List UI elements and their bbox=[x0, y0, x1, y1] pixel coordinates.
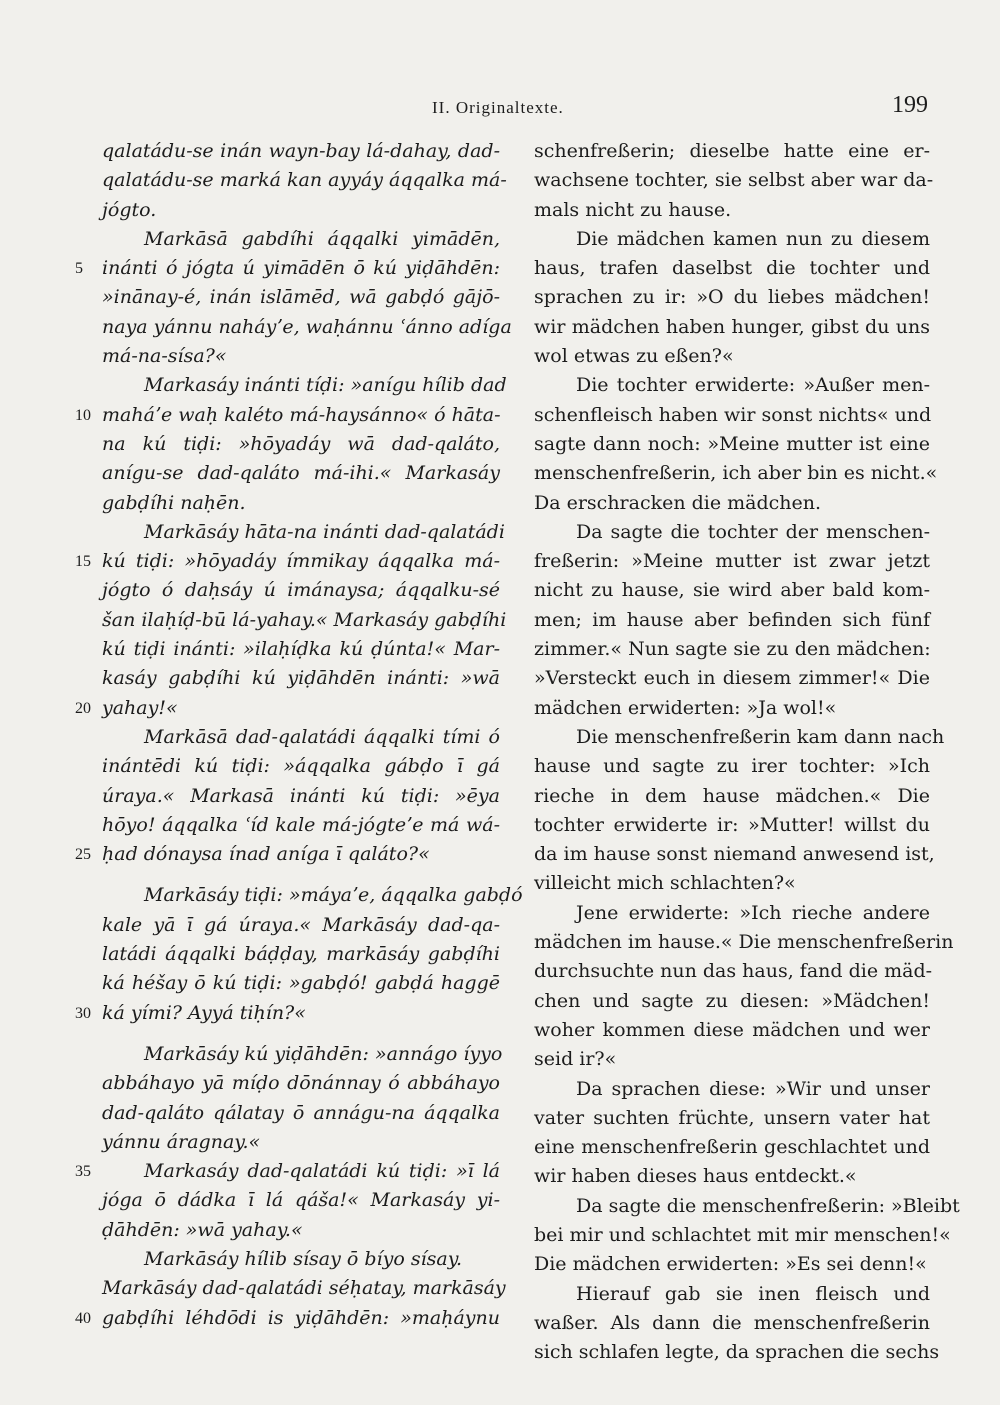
line-text: nicht zu hause, sie wird aber bald kom- bbox=[534, 579, 930, 602]
translation-line bbox=[534, 1338, 940, 1367]
translation-line bbox=[534, 1250, 930, 1279]
line-text: menschenfreßerin, ich aber bin es nicht.« bbox=[534, 462, 938, 485]
text-line bbox=[102, 1128, 500, 1157]
text-line bbox=[102, 137, 500, 166]
line-text: woher kommen diese mädchen und wer bbox=[534, 1018, 930, 1041]
line-text: naya yánnu naháyʼe, waḥánnu ʿánno adíga bbox=[102, 315, 512, 338]
line-text: má-na-sísa?« bbox=[102, 345, 227, 368]
line-text: sprachen zu ir: »O du liebes mädchen! bbox=[534, 286, 930, 309]
text-line bbox=[102, 911, 500, 940]
translation-line bbox=[534, 635, 930, 664]
translation-line bbox=[534, 430, 930, 459]
line-text: Markasáy dad-qalatádi kú tiḍi: »ī lá bbox=[144, 1160, 500, 1183]
line-text: Da sagte die tochter der menschen- bbox=[576, 520, 930, 543]
translation-line bbox=[534, 1045, 930, 1074]
translation-line bbox=[534, 1104, 930, 1133]
text-line bbox=[102, 459, 500, 488]
translation-line bbox=[534, 137, 930, 166]
line-text: jógto ó daḥsáy ú imánaysa; áqqalku-sé bbox=[102, 579, 500, 602]
translation-line bbox=[534, 576, 930, 605]
text-line bbox=[102, 342, 500, 371]
translation-line bbox=[534, 1016, 930, 1045]
text-line bbox=[75, 999, 500, 1028]
text-line bbox=[75, 254, 500, 283]
line-text: seid ir?« bbox=[534, 1048, 617, 1071]
line-text: hōyo! áqqalka ʿíd kale má-jógteʼe má wá- bbox=[102, 813, 500, 836]
text-line bbox=[102, 1216, 500, 1245]
line-text: Markāsáy hāta-na inánti dad-qalatádi bbox=[144, 520, 505, 543]
line-text: wir mädchen haben hunger, gibst du uns bbox=[534, 315, 930, 338]
line-text: qalatádu-se inán wayn-bay lá-dahay, dad- bbox=[102, 140, 500, 162]
translation-line bbox=[534, 1162, 930, 1191]
text-line bbox=[102, 1099, 500, 1128]
text-line bbox=[75, 547, 500, 576]
line-text: Hierauf gab sie inen fleisch und bbox=[576, 1282, 930, 1305]
translation-line bbox=[534, 1280, 930, 1309]
translation-line bbox=[534, 1075, 930, 1104]
text-line bbox=[102, 1186, 500, 1215]
line-text: freßerin: »Meine mutter ist zwar jetzt bbox=[534, 550, 930, 573]
translation-line bbox=[534, 459, 938, 488]
line-text: Jene erwiderte: »Ich rieche andere bbox=[576, 901, 930, 924]
line-text: Markāsā dad-qalatádi áqqalki tími ó bbox=[144, 725, 500, 748]
text-line bbox=[75, 401, 501, 430]
text-line bbox=[102, 576, 500, 605]
text-line bbox=[75, 840, 500, 869]
line-text: Markasáy inánti tíḍi: »anígu hílib dad bbox=[144, 374, 507, 397]
translation-line bbox=[534, 225, 930, 254]
translation-line bbox=[534, 547, 930, 576]
text-line bbox=[102, 489, 500, 518]
text-line bbox=[102, 196, 500, 225]
line-text: rieche in dem hause mädchen.« Die bbox=[534, 784, 930, 807]
line-text: Markāsā gabdíhi áqqalki yimādēn, bbox=[144, 227, 500, 250]
line-text: Markāsáy tiḍi: »máyaʼe, áqqalka gabḍó bbox=[144, 884, 523, 907]
translation-line bbox=[534, 518, 930, 547]
translation-line bbox=[534, 371, 930, 400]
line-text: Da sagte die menschenfreßerin: »Bleibt bbox=[576, 1194, 960, 1217]
line-number: 20 bbox=[75, 699, 91, 717]
text-line bbox=[102, 283, 500, 312]
page-number: 199 bbox=[892, 92, 928, 118]
german-translation-column bbox=[534, 137, 960, 1367]
text-line bbox=[102, 782, 500, 811]
line-text: mädchen im hause.« Die menschenfreßerin bbox=[534, 931, 954, 954]
translation-line bbox=[534, 752, 930, 781]
translation-line bbox=[534, 254, 930, 283]
line-text: wir haben dieses haus entdeckt.« bbox=[534, 1165, 857, 1188]
line-text: schenfleisch haben wir sonst nichts« und bbox=[534, 403, 932, 426]
line-text: zimmer.« Nun sagte sie zu den mädchen: bbox=[534, 638, 931, 661]
line-text: durchsuchte nun das haus, fand die mäd- bbox=[534, 960, 933, 983]
line-text: jóga ō dádka ī lá qáša!« Markasáy yi- bbox=[102, 1189, 500, 1212]
line-text: yahay!« bbox=[102, 696, 178, 719]
line-text: chen und sagte zu diesen: »Mädchen! bbox=[534, 989, 930, 1012]
line-number: 30 bbox=[75, 1004, 91, 1022]
line-text: anígu-se dad-qaláto má-ihi.« Markasáy bbox=[102, 462, 500, 485]
line-text: Markāsáy kú yiḍāhdēn: »annágo íyyo bbox=[144, 1042, 503, 1065]
translation-line bbox=[534, 840, 935, 869]
translation-line bbox=[534, 313, 930, 342]
translation-line bbox=[534, 987, 930, 1016]
line-text: da im hause sonst niemand anwesend ist, bbox=[534, 843, 935, 866]
line-text: qalatádu-se marká kan ayyáy áqqalka má- bbox=[102, 169, 507, 192]
line-text: villeicht mich schlachten?« bbox=[534, 872, 796, 895]
line-text: maháʼe waḥ kaléto má-haysánno« ó hāta- bbox=[102, 403, 501, 426]
line-text: inánti ó jógta ú yimādēn ō kú yiḍāhdēn: bbox=[102, 257, 500, 280]
translation-line bbox=[534, 928, 954, 957]
translation-line bbox=[534, 401, 930, 430]
text-line bbox=[102, 940, 500, 969]
translation-line bbox=[534, 664, 930, 693]
running-head: II. Originaltexte. bbox=[432, 98, 564, 117]
paragraph-gap bbox=[102, 869, 500, 881]
translation-line bbox=[534, 694, 930, 723]
translation-line bbox=[534, 1133, 930, 1162]
line-number: 40 bbox=[75, 1309, 91, 1327]
text-line bbox=[102, 881, 523, 910]
line-number: 35 bbox=[75, 1163, 91, 1181]
text-line bbox=[102, 225, 500, 254]
text-line bbox=[102, 1274, 506, 1303]
line-text: bei mir und schlachtet mit mir menschen!« bbox=[534, 1223, 951, 1246]
text-line bbox=[75, 694, 500, 723]
translation-line bbox=[534, 899, 930, 928]
translation-line bbox=[534, 489, 930, 518]
paragraph-gap bbox=[102, 1028, 500, 1040]
translation-line bbox=[534, 723, 945, 752]
page-header bbox=[0, 92, 1000, 132]
line-text: Da sprachen diese: »Wir und unser bbox=[576, 1077, 930, 1100]
translation-line bbox=[534, 869, 930, 898]
translation-line bbox=[534, 196, 930, 225]
line-text: šan ilaḥíḍ-bū lá-yahay.« Markasáy gabḍíhi bbox=[102, 608, 507, 631]
text-line bbox=[102, 606, 507, 635]
line-text: yánnu áragnay.« bbox=[102, 1130, 261, 1153]
line-text: Die mädchen erwiderten: »Es sei denn!« bbox=[534, 1253, 927, 1276]
line-text: »Versteckt euch in diesem zimmer!« Die bbox=[534, 667, 930, 690]
line-text: gabḍíhi naḥēn. bbox=[102, 491, 246, 514]
translation-line bbox=[534, 166, 934, 195]
line-text: inántēdi kú tiḍi: »áqqalka gábḍo ī gá bbox=[102, 755, 500, 778]
line-text: na kú tiḍi: »hōyadáy wā dad-qaláto, bbox=[102, 432, 500, 455]
text-line bbox=[102, 752, 500, 781]
text-line bbox=[102, 518, 505, 547]
text-line bbox=[102, 635, 500, 664]
line-text: men; im hause aber befinden sich fünf bbox=[534, 608, 930, 631]
line-text: kale yā ī gá úraya.« Markāsáy dad-qa- bbox=[102, 913, 500, 936]
line-text: Markāsáy hílib sísay ō bíyo sísay. bbox=[144, 1247, 462, 1270]
line-text: abbáhayo yā míḍo dōnánnay ó abbáhayo bbox=[102, 1072, 500, 1095]
line-number: 15 bbox=[75, 553, 91, 571]
text-line bbox=[102, 723, 500, 752]
line-text: sich schlafen legte, da sprachen die sechs bbox=[534, 1341, 940, 1364]
line-text: úraya.« Markasā inánti kú tiḍi: »ēya bbox=[102, 784, 500, 807]
line-text: ḍāhdēn: »wā yahay.« bbox=[102, 1218, 303, 1241]
line-text: wol etwas zu eßen?« bbox=[534, 345, 734, 368]
line-text: Da erschracken die mädchen. bbox=[534, 491, 822, 514]
line-text: jógto. bbox=[102, 198, 157, 221]
line-text: Die mädchen kamen nun zu diesem bbox=[576, 227, 930, 250]
line-text: »inānay-é, inán islāmēd, wā gabḍó gājō- bbox=[102, 286, 500, 309]
line-text: ká héšay ō kú tiḍi: »gabḍó! gabḍá haggē bbox=[102, 972, 500, 995]
translation-line bbox=[534, 606, 930, 635]
translation-line bbox=[534, 811, 930, 840]
translation-line bbox=[534, 1221, 951, 1250]
line-text: waßer. Als dann die menschenfreßerin bbox=[534, 1311, 930, 1334]
text-line bbox=[102, 664, 500, 693]
line-text: schenfreßerin; dieselbe hatte eine er- bbox=[534, 140, 930, 162]
text-line bbox=[102, 313, 512, 342]
text-line bbox=[102, 166, 507, 195]
line-text: kú tiḍi: »hōyadáy ímmikay áqqalka má- bbox=[102, 550, 500, 573]
line-text: Die menschenfreßerin kam dann nach bbox=[576, 725, 945, 748]
line-text: hause und sagte zu irer tochter: »Ich bbox=[534, 755, 930, 778]
translation-line bbox=[534, 957, 933, 986]
translation-line bbox=[534, 782, 930, 811]
line-text: gabḍíhi léhdōdi is yiḍāhdēn: »maḥáynu bbox=[102, 1306, 500, 1329]
line-text: ḥad dónaysa ínad aníga ī qaláto?« bbox=[102, 843, 430, 866]
line-text: vater suchten früchte, unsern vater hat bbox=[534, 1106, 930, 1129]
text-line bbox=[102, 430, 500, 459]
line-text: kasáy gabḍíhi kú yiḍāhdēn inánti: »wā bbox=[102, 667, 500, 690]
line-text: latádi áqqalki báḍḍay, markāsáy gabḍíhi bbox=[102, 943, 500, 966]
translation-line bbox=[534, 342, 930, 371]
line-text: tochter erwiderte ir: »Mutter! willst du bbox=[534, 813, 930, 836]
translation-line bbox=[534, 1192, 960, 1221]
text-line bbox=[75, 1157, 500, 1186]
line-text: kú tiḍi inánti: »ilaḥíḍka kú ḍúnta!« Mar- bbox=[102, 638, 500, 661]
line-text: wachsene tochter, sie selbst aber war da- bbox=[534, 169, 934, 192]
line-text: Markāsáy dad-qalatádi séḥatay, markāsáy bbox=[102, 1277, 506, 1300]
translation-line bbox=[534, 283, 930, 312]
text-line bbox=[102, 371, 507, 400]
text-line bbox=[75, 1304, 500, 1333]
somali-text-column bbox=[75, 137, 523, 1333]
line-text: mals nicht zu hause. bbox=[534, 198, 732, 221]
text-line bbox=[102, 1040, 503, 1069]
text-line bbox=[102, 1069, 500, 1098]
line-number: 25 bbox=[75, 846, 91, 864]
text-line bbox=[102, 969, 500, 998]
line-number: 10 bbox=[75, 406, 91, 424]
line-text: mädchen erwiderten: »Ja wol!« bbox=[534, 696, 837, 719]
line-text: eine menschenfreßerin geschlachtet und bbox=[534, 1136, 930, 1159]
line-text: ká yími? Ayyá tiḥín?« bbox=[102, 1001, 306, 1024]
line-number: 5 bbox=[75, 260, 83, 278]
line-text: haus, trafen daselbst die tochter und bbox=[534, 257, 930, 280]
line-text: sagte dann noch: »Meine mutter ist eine bbox=[534, 432, 930, 455]
text-line bbox=[102, 1245, 500, 1274]
line-text: dad-qaláto qálatay ō annágu-na áqqalka bbox=[102, 1101, 500, 1124]
line-text: Die tochter erwiderte: »Außer men- bbox=[576, 374, 930, 397]
translation-line bbox=[534, 1309, 930, 1338]
text-line bbox=[102, 811, 500, 840]
